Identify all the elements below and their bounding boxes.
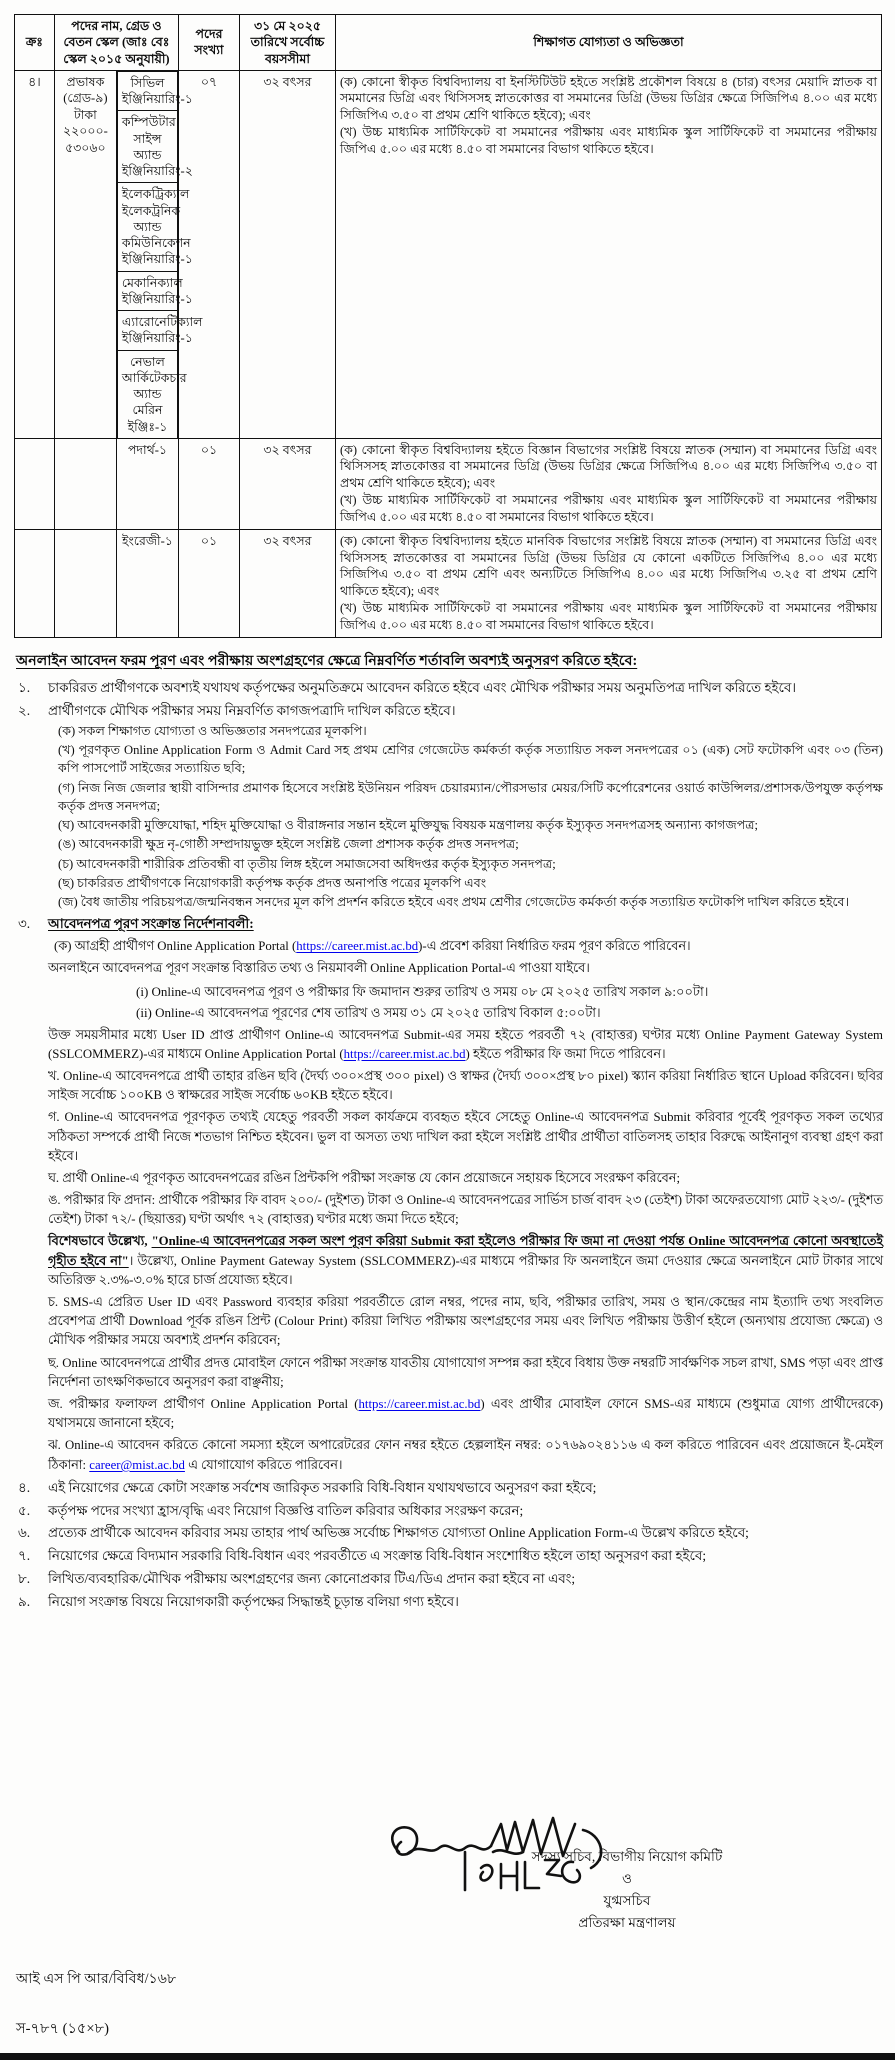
condition-text: লিখিত/ব্যবহারিক/মৌখিক পরীক্ষায় অংশগ্রহণের জন্য কোনোপ্রকার টিএ/ডিএ প্রদান করা হইবে না এবং; [48,1571,576,1587]
qualification-clause: (খ) উচ্চ মাধ্যমিক সার্টিফিকেট বা সমমানের পরীক্ষায় এবং মাধ্যমিক স্কুল সার্টিফিকেট বা সমমানের পরীক্ষায় জিপিএ ৫.০০ এর মধ্যে ৪.৫০ বা সমমানের বিভাগ থাকিতে হইবে। [340,601,877,632]
row-age-limit: ৩২ বৎসর [239,70,335,438]
row-subject-list: পদার্থ-১ [116,438,178,530]
row-serial [15,438,55,530]
bottom-rule [0,2053,895,2060]
post-line: টাকা ২২০০০- [62,107,108,139]
subject-item: নেভাল আর্কিটেকচার অ্যান্ড মেরিন ইঞ্জিঃ-১ [117,350,177,438]
subject-item: কম্পিউটার সাইন্স অ্যান্ড ইঞ্জিনিয়ারিং-২ [117,111,177,183]
condition-number: ১. [18,680,31,696]
condition-item-8 [14,1569,883,1589]
document-sub-item: (জ) বৈধ জাতীয় পরিচয়পত্র/জন্মনিবন্ধন সনদের মূল কপি প্রদর্শন করিতে হইবে এবং প্রথম শ্রেণীর গেজেটেড কর্মকর্তা কর্তৃক সত্যায়িত ফটোকপি দাখিল করিতে হইবে। [58,895,850,910]
guideline-roman-ii: (ii) Online-এ আবেদনপত্র পূরণের শেষ তারিখ ও সময় ৩১ মে ২০২৫ তারিখ বিকাল ৫:০০টা। [136,1005,601,1021]
condition-number: ৪. [18,1479,31,1495]
condition-text: কর্তৃপক্ষ পদের সংখ্যা হ্রাস/বৃদ্ধি এবং নিয়োগ বিজ্ঞপ্তি বাতিল করিবার অধিকার সংরক্ষণ করেন; [48,1502,524,1518]
guideline-ka-suffix: )-এ প্রবেশ করিয়া নির্ধারিত ফরম পূরণ করিতে পারিবেন। [418,939,691,954]
condition-item-5 [14,1501,883,1521]
condition-number: ৬. [18,1525,31,1541]
condition-number: ৩. [18,916,31,932]
signature-block [477,1846,777,1934]
fee-note-quote: "Online-এ আবেদনপত্রের সকল অংশ পূরণ করিয়া Submit করা হইলেও পরীক্ষার ফি জমা না দেওয়া পর্যন্ত Online আবেদনপত্র কোনো অবস্থাতেই গৃহীত হইবে না" [48,1234,883,1268]
guideline-fee-note [48,1232,883,1290]
document-sub-item: (চ) আবেদনকারী শারীরিক প্রতিবন্ধী বা তৃতীয় লিঙ্গ হইলে সমাজসেবা অধিদপ্তর কর্তৃক ইস্যুকৃত সনদপত্র; [58,856,556,871]
condition-number: ৯. [18,1593,31,1609]
document-sub-item: (ঘ) আবেদনকারী মুক্তিযোদ্ধা, শহিদ মুক্তিযোদ্ধা ও বীরাঙ্গনার সন্তান হইলে মুক্তিযুদ্ধ বিষয়ক মন্ত্রণালয় কর্তৃক ইস্যুকৃত সনদপত্রসহ অন্যান্য কাগজপত্র; [58,818,759,833]
ispr-reference: আই এস পি আর/বিবিধ/১৬৮ [16,1971,177,1987]
document-sub-item: (ছ) চাকরিরত প্রার্থীগণকে নিয়োগকারী কর্তৃপক্ষ কর্তৃক প্রদত্ত অনাপত্তি পত্রের মূলকপি এবং [58,875,487,890]
condition-item-3 [14,914,883,1474]
table-row [15,70,882,438]
row-post-count: ০১ [179,530,240,638]
guideline-cha: চ. SMS-এ প্রেরিত User ID এবং Password ব্যবহার করিয়া পরবর্তীতে রোল নম্বর, পদের নাম, ছবি, পরীক্ষার তারিখ, সময় ও স্থান/কেন্দ্রের নাম ইত্যাদি তথ্য সংবলিত প্রবেশপত্র প্রার্থী Download পূর্বক রঙিন প্রিন্ট (Colour Print) করিয়া লিখিত পরীক্ষায় অংশগ্রহণের সময় এবং লিখিত পরীক্ষায় উত্তীর্ণ হইলে (অন্যথায় প্রযোজ্য ক্ষেত্রে) ও মৌখিক পরীক্ষার সময়ে অবশ্যই প্রদর্শন করিবেন; [48,1295,883,1348]
helpdesk-prefix: ঝ. Online-এ আবেদন করিতে কোনো সমস্যা হইলে অপারেটরের ফোন নম্বর হইতে হেল্পলাইন নম্বর: ০১৭৬৯০২৪১১৬ এ কল করিতে পারিবেন এবং প্রয়োজনে ই-মেইল ঠিকানা: [48,1438,883,1472]
guideline-ga: গ. Online-এ আবেদনপত্র পূরণকৃত তথ্যই যেহেতু পরবর্তী সকল কার্যক্রমে ব্যবহৃত হইবে সেহেতু Online-এ আবেদনপত্র Submit করিবার পূর্বেই পূরণকৃত সকল তথ্যের সঠিকতা সম্পর্কে প্রার্থী নিজে শতভাগ নিশ্চিত হইবেন। ভুল বা অসত্য তথ্য দাখিল করা হইলে সংশ্লিষ্ট প্রার্থীর প্রার্থীতা বাতিলসহ তাহার বিরুদ্ধে আইনানুগ ব্যবস্থা গ্রহণ করা হইবে। [48,1110,883,1163]
row-post-name [54,70,116,438]
signatory-designation-1: সদস্য সচিব, বিভাগীয় নিয়োগ কমিটি [531,1849,723,1864]
header-serial: ক্রঃ [15,15,55,71]
condition-item-9 [14,1592,883,1612]
portal-link[interactable]: https://career.mist.ac.bd [343,1046,466,1061]
helpdesk-suffix: এ যোগাযোগ করিতে পারিবেন। [184,1457,343,1472]
condition-number: ৭. [18,1548,31,1564]
row-qualification [336,70,882,438]
condition-item-6 [14,1523,883,1543]
subject-item: মেকানিক্যাল ইঞ্জিনিয়ারিং-১ [117,271,177,311]
email-link[interactable]: career@mist.ac.bd [89,1457,185,1472]
portal-link[interactable]: https://career.mist.ac.bd [296,939,419,954]
portal-link[interactable]: https://career.mist.ac.bd [358,1396,481,1411]
signatory-conjunction: ও [621,1871,632,1887]
fee-note-prefix: বিশেষভাবে উল্লেখ্য, [48,1234,152,1249]
document-footer [0,1828,895,2060]
print-code: স-৭৮৭ (১৫×৮) [16,2021,109,2037]
document-sub-item: (গ) নিজ নিজ জেলার স্থায়ী বাসিন্দার প্রমাণক হিসেবে সংশ্লিষ্ট ইউনিয়ন পরিষদ চেয়ারম্যান/পৌরসভার মেয়র/সিটি কর্পোরেশনের ওয়ার্ড কাউন্সিলর/প্রশাসক/উপযুক্ত কর্তৃপক্ষ কর্তৃক প্রদত্ত সনদপত্র; [58,780,883,813]
payment-window-suffix: ) হইতে পরীক্ষার ফি জমা দিতে পারিবেন। [465,1046,666,1061]
subject-item: এ্যারোনেটিক্যাল ইঞ্জিনিয়ারিং-১ [117,311,177,351]
condition-item-1 [14,678,883,698]
fee-note-suffix: । উল্লেখ্য, Online Payment Gateway System (SSLCOMMERZ)-এর মাধ্যমে পরীক্ষার ফি অনলাইনে জমা দেওয়ার ক্ষেত্রে অনলাইনে মোট টাকার সাথে অতিরিক্ত ২.৩%-৩.০% হারে চার্জ প্রযোজ্য হইবে। [48,1253,883,1287]
table-header-row [15,15,882,71]
row-qualification [336,438,882,530]
condition-number: ২. [18,703,31,719]
qualification-clause: (খ) উচ্চ মাধ্যমিক সার্টিফিকেট বা সমমানের পরীক্ষায় এবং মাধ্যমিক স্কুল সার্টিফিকেট বা সমমানের পরীক্ষায় জিপিএ ৫.০০ এর মধ্যে ৪.৫০ বা সমমানের বিভাগ থাকিতে হইবে। [340,125,877,156]
row-subject-list [116,70,203,438]
result-suffix: ) এবং প্রার্থীর মোবাইল ফোনে SMS-এর মাধ্যমে (শুধুমাত্র যোগ্য প্রার্থীদেরকে) যথাসময়ে জানানো হইবে; [48,1396,883,1431]
guideline-kha: খ. Online-এ আবেদনপত্রে প্রার্থী তাহার রঙিন ছবি (দৈর্ঘ্য ৩০০×প্রস্থ ৩০০ pixel) ও স্বাক্ষর (দৈর্ঘ্য ৩০০×প্রস্থ ৮০ pixel) স্ক্যান করিয়া নির্ধারিত স্থানে Upload করিবেন। ছবির সাইজ সর্বোচ্চ ১০০KB ও স্বাক্ষরের সাইজ সর্বোচ্চ ৬০KB হইতে হইবে। [48,1068,883,1103]
guideline-ka-line2: অনলাইনে আবেদনপত্র পূরণ সংক্রান্ত বিস্তারিত তথ্য ও নিয়মাবলী Online Application Portal-এ পাওয়া যাইবে। [48,961,590,976]
document-sub-item: (খ) পূরণকৃত Online Application Form ও Admit Card সহ প্রথম শ্রেণির গেজেটেড কর্মকর্তা কর্তৃক সত্যায়িত সকল সনদপত্রের ০১ (এক) সেট ফটোকপি এবং ০৩ (তিন) কপি পাসপোর্ট সাইজের সত্যায়িত ছবি; [58,743,883,776]
result-prefix: জ. পরীক্ষার ফলাফল প্রার্থীগণ Online Application Portal ( [48,1396,359,1411]
header-post-name: পদের নাম, গ্রেড ও বেতন স্কেল (জাঃ বেঃ স্কেল ২০১৫ অনুযায়ী) [54,15,178,71]
row-post-count: ০১ [179,438,240,530]
post-line: (গ্রেড-৯) [63,91,108,106]
condition-item-4 [14,1478,883,1498]
post-line: প্রভাষক [66,74,105,89]
document-sub-item: (ঙ) আবেদনকারী ক্ষুদ্র নৃ-গোষ্ঠী সম্প্রদায়ভুক্ত হইলে সংশ্লিষ্ট জেলা প্রশাসক কর্তৃক প্রদত্ত সনদপত্র; [58,837,519,852]
payment-window-prefix: উক্ত সময়সীমার মধ্যে User ID প্রাপ্ত প্রার্থীগণ Online-এ আবেদনপত্র Submit-এর সময় হইতে পরবর্তী ৭২ (বাহাত্তর) ঘণ্টার মধ্যে Online Payment Gateway System (SSLCOMMERZ)-এর মাধ্যমে Online Application Portal ( [48,1027,883,1061]
row-post-name [54,530,116,638]
row-qualification [336,530,882,638]
subject-item: ইলেকট্রিক্যাল ইলেকট্রনিক অ্যান্ড কমিউনিকেশন ইঞ্জিনিয়ারিং-১ [117,183,177,271]
guideline-ja [48,1395,883,1433]
guideline-gha: ঘ. প্রার্থী Online-এ পূরণকৃত আবেদনপত্রের রঙিন প্রিন্টকপি পরীক্ষা সংক্রান্ত যে কোন প্রয়োজনে সহায়ক হিসেবে সংরক্ষণ করিবেন; [48,1170,681,1185]
condition-text: নিয়োগের ক্ষেত্রে বিদ্যমান সরকারি বিধি-বিধান এবং পরবর্তীতে এ সংক্রান্ত বিধি-বিধান সংশোধিত হইলে তাহা অনুসরণ করা হইবে; [48,1548,707,1564]
vacancy-table [14,14,882,638]
guideline-ka-prefix: (ক) আগ্রহী প্রার্থীগণ Online Application Portal ( [54,939,297,954]
condition-number: ৫. [18,1502,31,1518]
header-age-limit: ৩১ মে ২০২৫ তারিখে সর্বোচ্চ বয়সসীমা [239,15,335,71]
row-age-limit: ৩২ বৎসর [239,530,335,638]
condition-text: প্রত্যেক প্রার্থীকে আবেদন করিবার সময় তাহার পার্থ অভিজ্ঞ সর্বোচ্চ শিক্ষাগত যোগ্যতা Online Application Form-এ উল্লেখ করিতে হইবে; [48,1525,749,1541]
condition-text: চাকরিরত প্রার্থীগণকে অবশ্যই যথাযথ কর্তৃপক্ষের অনুমতিক্রমে আবেদন করিতে হইবে এবং মৌখিক পরীক্ষার সময় অনুমতিপত্র দাখিল করিতে হইবে। [48,680,797,696]
signatory-ministry: প্রতিরক্ষা মন্ত্রণালয় [578,1915,676,1931]
condition-text: এই নিয়োগের ক্ষেত্রে কোটা সংক্রান্ত সর্বশেষ জারিকৃত সরকারি বিধি-বিধান যথাযথভাবে অনুসরণ করা হইবে; [48,1479,597,1495]
table-row [15,530,882,638]
condition-number: ৮. [18,1571,31,1587]
row-post-count: ০৭ [179,70,240,438]
guideline-ka [54,937,883,956]
row-serial: ৪। [15,70,55,438]
qualification-clause: (ক) কোনো স্বীকৃত বিশ্ববিদ্যালয় হইতে মানবিক বিভাগের সংশ্লিষ্ট বিষয়ে স্নাতক (সম্মান) বা সমমানের ডিগ্রি এবং থিসিসসহ স্নাতকোত্তর বা সমমানের ডিগ্রি (উভয় ডিগ্রির যে কোনো একটিতে সিজিপিএ ৪.০০ এর মধ্যে সিজিপিএ ৩.৫০ বা প্রথম শ্রেণি এবং অন্যটিতে সিজিপিএ ৪.০০ এর মধ্যে সিজিপিএ ৩.২৫ বা প্রথম শ্রেণি থাকিতে হইবে); এবং [340,534,877,598]
header-qualification: শিক্ষাগত যোগ্যতা ও অভিজ্ঞতা [336,15,882,71]
guideline-chha: ছ. Online আবেদনপত্রে প্রার্থীর প্রদত্ত মোবাইল ফোনে পরীক্ষা সংক্রান্ত যাবতীয় যোগাযোগ সম্পন্ন করা হইবে বিধায় উক্ত নম্বরটি সার্বক্ষণিক সচল রাখা, SMS পড়া এবং প্রাপ্ত নির্দেশনা তাৎক্ষণিকভাবে অনুসরণ করা বাঞ্ছনীয়; [48,1355,883,1389]
qualification-clause: (ক) কোনো স্বীকৃত বিশ্ববিদ্যালয় হইতে বিজ্ঞান বিভাগের সংশ্লিষ্ট বিষয়ে স্নাতক (সম্মান) বা সমমানের ডিগ্রি এবং থিসিসসহ স্নাতকোত্তর বা সমমানের ডিগ্রি (উভয় ডিগ্রির ক্ষেত্রে সিজিপিএ ৪.০০ এর মধ্যে সিজিপিএ ৩.৫০ বা প্রথম শ্রেণি থাকিতে হইবে); এবং [340,442,877,490]
guideline-fee: ঙ. পরীক্ষার ফি প্রদান: প্রার্থীকে পরীক্ষার ফি বাবদ ২০০/- (দুইশত) টাকা ও Online-এ আবেদনপত্রের সার্ভিস চার্জ বাবদ ২৩ (তেইশ) টাকা অফেরতযোগ্য মোট ২২৩/- (দুইশত তেইশ) টাকা ৭২/- (ছিয়াত্তর) ঘণ্টা অর্থাৎ ৭২ (বাহাত্তর) ঘণ্টার মধ্যে জমা দিতে হইবে; [48,1193,883,1227]
guideline-payment-window [48,1026,883,1064]
subject-breakdown [117,71,203,438]
row-age-limit: ৩২ বৎসর [239,438,335,530]
subject-item: সিভিল ইঞ্জিনিয়ারিং-১ [117,71,177,111]
row-post-name [54,438,116,530]
condition-text: নিয়োগ সংক্রান্ত বিষয়ে নিয়োগকারী কর্তৃপক্ষের সিদ্ধান্তই চূড়ান্ত বলিয়া গণ্য হইবে। [48,1593,459,1609]
application-guidelines-title: আবেদনপত্র পূরণ সংক্রান্ত নির্দেশনাবলী: [48,916,254,932]
conditions-list [14,678,883,1611]
condition-item-7 [14,1546,883,1566]
row-subject-list: ইংরেজী-১ [116,530,178,638]
conditions-heading: অনলাইন আবেদন ফরম পূরণ এবং পরীক্ষায় অংশগ্রহণের ক্ষেত্রে নিম্নবর্ণিত শর্তাবলি অবশ্যই অনুসরণ করিতে হইবে: [16,653,638,670]
document-sub-item: (ক) সকল শিক্ষাগত যোগ্যতা ও অভিজ্ঞতার সনদপত্রের মূলকপি। [58,723,367,738]
table-row [15,438,882,530]
guideline-roman-i: (i) Online-এ আবেদনপত্র পূরণ ও পরীক্ষার ফি জমাদান শুরুর তারিখ ও সময় ০৮ মে ২০২৫ তারিখ সকাল ৯:০০টা। [136,983,709,999]
qualification-clause: (খ) উচ্চ মাধ্যমিক সার্টিফিকেট বা সমমানের পরীক্ষায় এবং মাধ্যমিক স্কুল সার্টিফিকেট বা সমমানের পরীক্ষায় জিপিএ ৫.০০ এর মধ্যে ৪.৫০ বা সমমানের বিভাগ থাকিতে হইবে। [340,493,877,524]
guideline-jha [48,1436,883,1474]
condition-text: প্রার্থীগণকে মৌখিক পরীক্ষার সময় নিম্নবর্ণিত কাগজপত্রাদি দাখিল করিতে হইবে। [48,703,456,719]
signatory-designation-2: যুগ্মসচিব [603,1893,651,1909]
qualification-clause: (ক) কোনো স্বীকৃত বিশ্ববিদ্যালয় বা ইনস্টিটিউট হইতে সংশ্লিষ্ট প্রকৌশল বিষয়ে ৪ (চার) বৎসর মেয়াদি স্নাতক বা সমমানের ডিগ্রি এবং থিসিসসহ স্নাতকোত্তর বা সমমানের ডিগ্রি (উভয় ডিগ্রির ক্ষেত্রে সিজিপিএ ৪.০০ এর মধ্যে সিজিপিএ ৩.৫০ বা প্রথম শ্রেণি থাকিতে হইবে); এবং [340,74,877,122]
post-line: ৫৩০৬০ [65,140,106,155]
row-serial [15,530,55,638]
condition-item-2 [14,701,883,911]
header-post-count: পদের সংখ্যা [179,15,240,71]
